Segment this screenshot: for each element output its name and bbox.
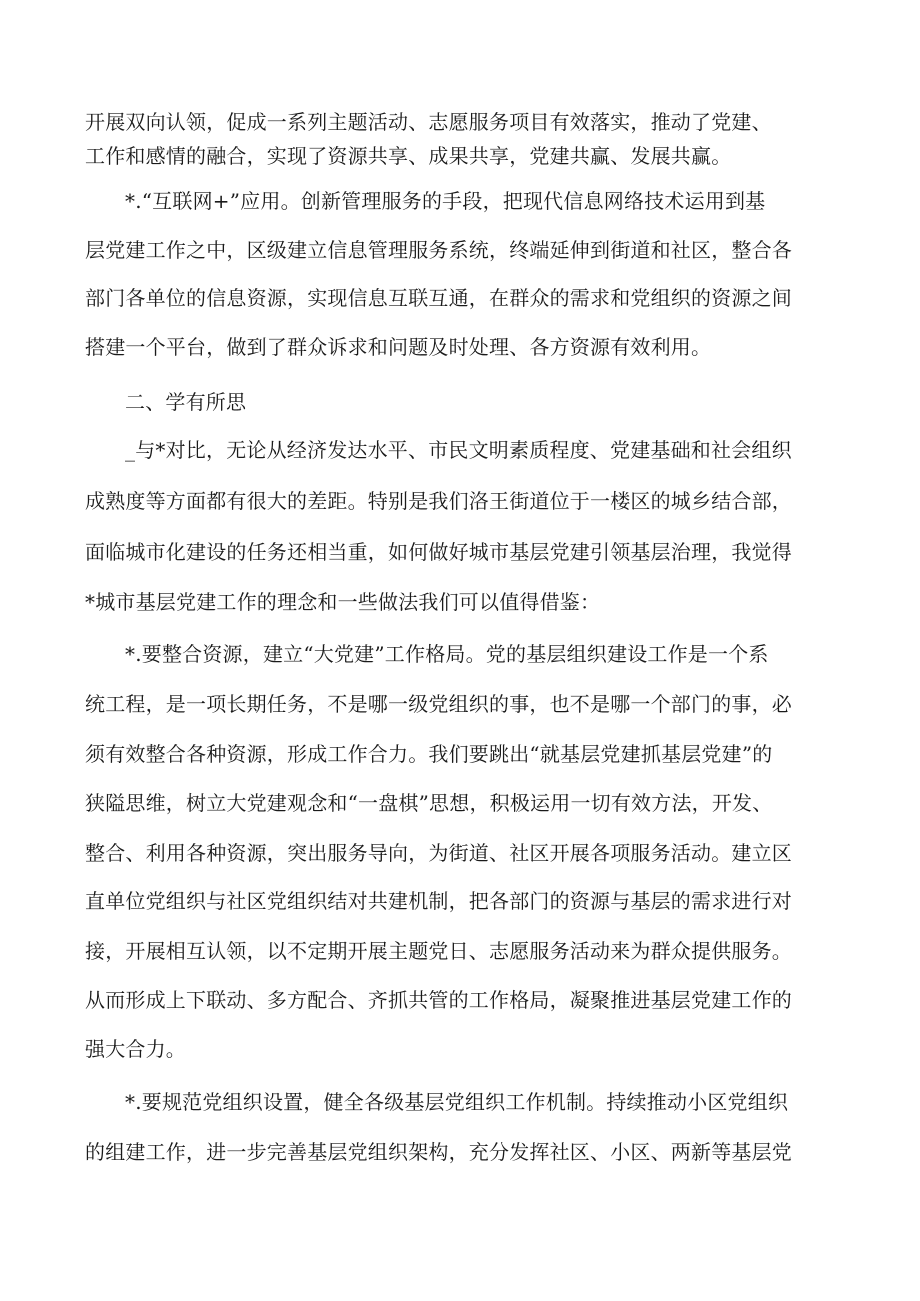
- text-line: 工作和感情的融合，实现了资源共享、成果共享，党建共赢、发展共赢。: [85, 144, 732, 168]
- text-line: 整合、利用各种资源，突出服务导向，为街道、社区开展各项服务活动。建立区: [85, 841, 792, 865]
- text-line: 直单位党组织与社区党组织结对共建机制，把各部门的资源与基层的需求进行对: [85, 889, 792, 913]
- text-line: 层党建工作之中，区级建立信息管理服务系统，终端延伸到街道和社区，整合各: [85, 238, 792, 262]
- text-line: 接，开展相互认领，以不定期开展主题党日、志愿服务活动来为群众提供服务。: [85, 939, 792, 963]
- text-line: 搭建一个平台，做到了群众诉求和问题及时处理、各方资源有效利用。: [85, 335, 712, 359]
- text-line: 狭隘思维，树立大党建观念和“一盘棋”思想，积极运用一切有效方法，开发、: [85, 791, 773, 815]
- section-heading: 二、学有所思: [125, 390, 247, 414]
- text-line: 面临城市化建设的任务还相当重，如何做好城市基层党建引领基层治理，我觉得: [85, 540, 792, 564]
- text-line: *城市基层党建工作的理念和一些做法我们可以值得借鉴：: [85, 590, 601, 614]
- text-line: _与*对比，无论从经济发达水平、市民文明素质程度、党建基础和社会组织: [125, 438, 792, 462]
- text-line: 的组建工作，进一步完善基层党组织架构，充分发挥社区、小区、两新等基层党: [85, 1140, 792, 1164]
- text-line: 统工程，是一项长期任务，不是哪一级党组织的事，也不是哪一个部门的事，必: [85, 692, 792, 716]
- text-line: 强大合力。: [85, 1037, 186, 1061]
- text-line: 部门各单位的信息资源，实现信息互联互通，在群众的需求和党组织的资源之间: [85, 286, 792, 310]
- text-line: 须有效整合各种资源，形成工作合力。我们要跳出“就基层党建抓基层党建”的: [85, 742, 773, 766]
- text-line: 成熟度等方面都有很大的差距。特别是我们洛王街道位于一楼区的城乡结合部，: [85, 489, 792, 513]
- text-line: *.要整合资源，建立“大党建”工作格局。党的基层组织建设工作是一个系: [125, 642, 769, 666]
- text-line: *.要规范党组织设置，健全各级基层党组织工作机制。持续推动小区党组织: [125, 1090, 789, 1114]
- text-line: 开展双向认领，促成一系列主题活动、志愿服务项目有效落实，推动了党建、: [85, 110, 772, 134]
- text-line: *.“互联网+”应用。创新管理服务的手段，把现代信息网络技术运用到基: [125, 189, 766, 213]
- text-line: 从而形成上下联动、多方配合、齐抓共管的工作格局，凝聚推进基层党建工作的: [85, 988, 792, 1012]
